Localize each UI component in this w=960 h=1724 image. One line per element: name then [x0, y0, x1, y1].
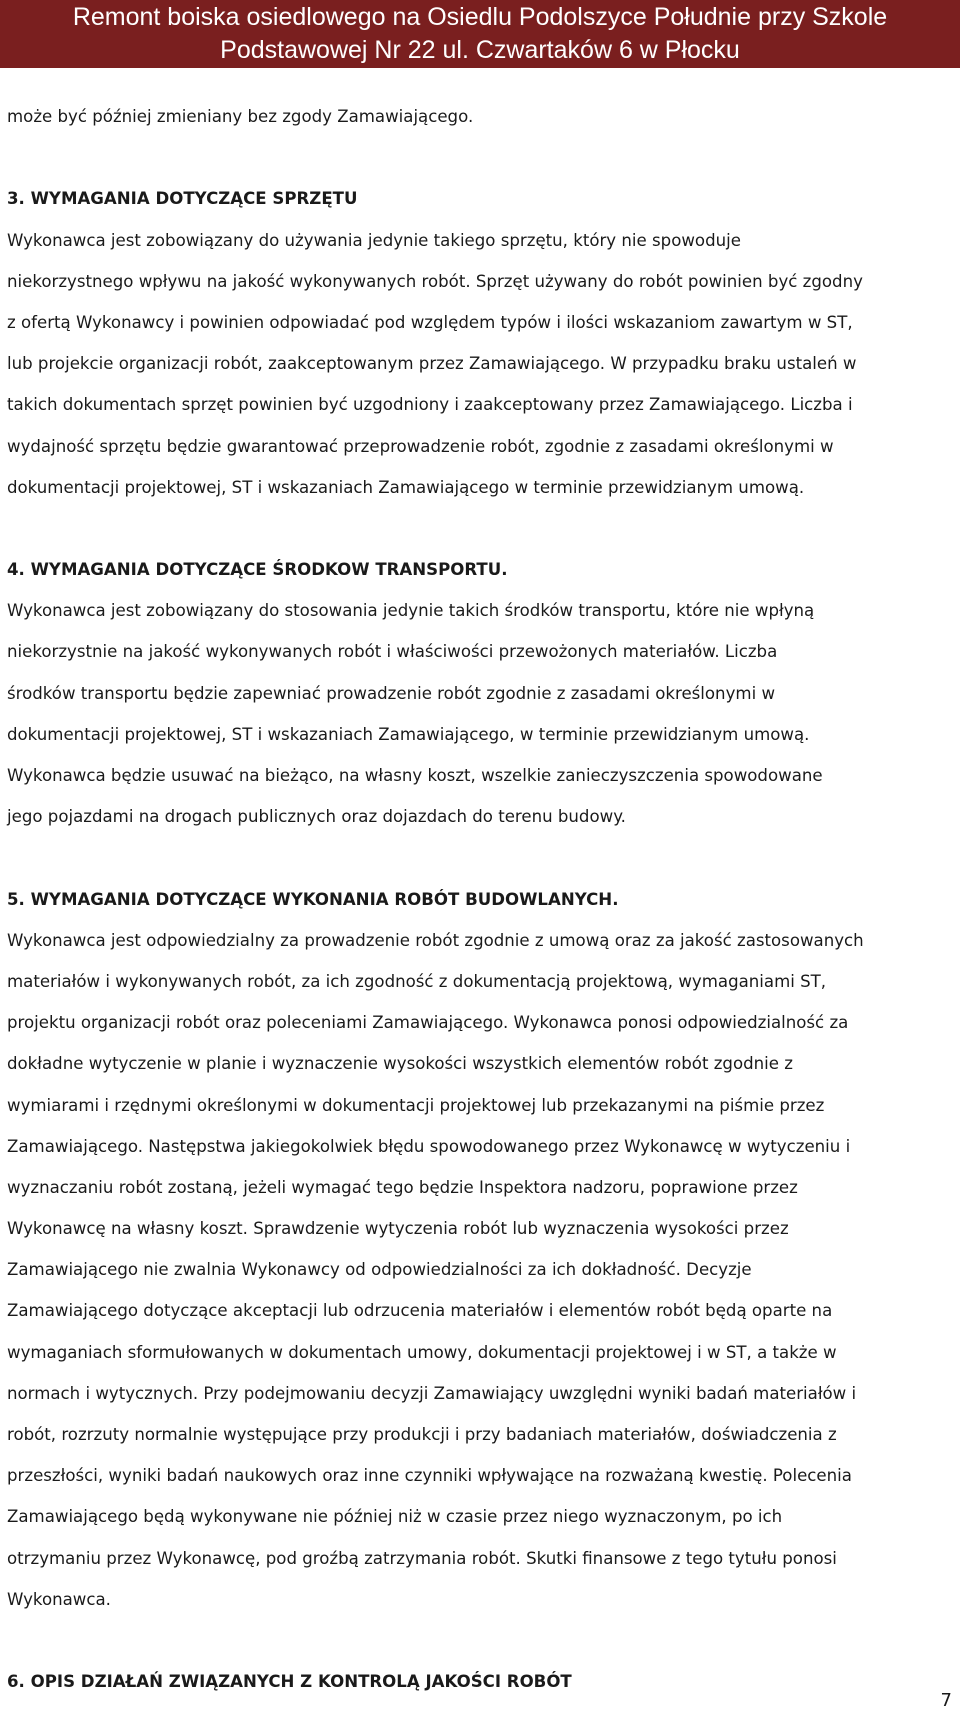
paragraph-line: Zamawiającego. Następstwa jakiegokolwiek błędu spowodowanego przez Wykonawcę w wytyczeniu i	[7, 1136, 851, 1156]
paragraph-line: takich dokumentach sprzęt powinien być uzgodniony i zaakceptowany przez Zamawiającego. Liczba i	[7, 395, 853, 415]
paragraph-line: Wykonawca jest zobowiązany do używania jedynie takiego sprzętu, który nie spowoduje	[7, 230, 741, 250]
document-body	[7, 96, 951, 1702]
paragraph-line: przeszłości, wyniki badań naukowych oraz inne czynniki wpływające na rozważaną kwestię. Polecenia	[7, 1466, 852, 1486]
paragraph-line: wymiarami i rzędnymi określonymi w dokumentacji projektowej lub przekazanymi na piśmie przez	[7, 1095, 825, 1115]
paragraph-line: dokumentacji projektowej, ST i wskazaniach Zamawiającego w terminie przewidzianym umową.	[7, 477, 805, 497]
paragraph-line: dokładne wytyczenie w planie i wyznaczenie wysokości wszystkich elementów robót zgodnie z	[7, 1054, 793, 1074]
paragraph-line: Zamawiającego nie zwalnia Wykonawcy od odpowiedzialności za ich dokładność. Decyzje	[7, 1260, 752, 1280]
paragraph-line: Wykonawcę na własny koszt. Sprawdzenie wytyczenia robót lub wyznaczenia wysokości przez	[7, 1219, 789, 1239]
paragraph-line: lub projekcie organizacji robót, zaakceptowanym przez Zamawiającego. W przypadku braku ustaleń w	[7, 354, 857, 374]
paragraph-line: jego pojazdami na drogach publicznych oraz dojazdach do terenu budowy.	[7, 807, 626, 827]
paragraph-line: Zamawiającego będą wykonywane nie później niż w czasie przez niego wyznaczonym, po ich	[7, 1507, 783, 1527]
section-4-body	[7, 590, 951, 837]
section-6-heading: 6. OPIS DZIAŁAŃ ZWIĄZANYCH Z KONTROLĄ JAKOŚCI ROBÓT	[7, 1672, 572, 1692]
paragraph-line: otrzymaniu przez Wykonawcę, pod groźbą zatrzymania robót. Skutki finansowe z tego tytułu ponosi	[7, 1548, 837, 1568]
section-3-heading: 3. WYMAGANIA DOTYCZĄCE SPRZĘTU	[7, 189, 358, 209]
paragraph-line: niekorzystnie na jakość wykonywanych robót i właściwości przewożonych materiałów. Liczba	[7, 642, 778, 662]
section-5-body	[7, 920, 951, 1620]
paragraph-line: normach i wytycznych. Przy podejmowaniu decyzji Zamawiający uwzględni wyniki badań materiałów i	[7, 1383, 857, 1403]
paragraph-line: robót, rozrzuty normalnie występujące przy produkcji i przy badaniach materiałów, doświadczenia z	[7, 1425, 837, 1444]
paragraph-line: Zamawiającego dotyczące akceptacji lub odrzucenia materiałów i elementów robót będą oparte na	[7, 1301, 833, 1321]
paragraph-line: niekorzystnego wpływu na jakość wykonywanych robót. Sprzęt używany do robót powinien być zgodny	[7, 271, 863, 291]
intro-line: może być później zmieniany bez zgody Zamawiającego.	[7, 107, 474, 126]
section-5-heading: 5. WYMAGANIA DOTYCZĄCE WYKONANIA ROBÓT BUDOWLANYCH.	[7, 889, 619, 909]
paragraph-line: Wykonawca jest zobowiązany do stosowania jedynie takich środków transportu, które nie wpłyną	[7, 601, 815, 621]
paragraph-line: materiałów i wykonywanych robót, za ich zgodność z dokumentacją projektową, wymaganiami ST,	[7, 971, 827, 991]
section-4-heading: 4. WYMAGANIA DOTYCZĄCE ŚRODKOW TRANSPORTU.	[7, 560, 508, 580]
header-title-line-1: Remont boiska osiedlowego na Osiedlu Podolszyce Południe przy Szkole	[72, 3, 888, 31]
paragraph-line: Wykonawca będzie usuwać na bieżąco, na własny koszt, wszelkie zanieczyszczenia spowodowane	[7, 766, 823, 785]
paragraph-line: Wykonawca jest odpowiedzialny za prowadzenie robót zgodnie z umową oraz za jakość zastosowanych	[7, 930, 864, 950]
paragraph-line: wyznaczaniu robót zostaną, jeżeli wymagać tego będzie Inspektora nadzoru, poprawione przez	[7, 1177, 798, 1197]
page-header	[0, 0, 960, 68]
paragraph-line: projektu organizacji robót oraz poleceniami Zamawiającego. Wykonawca ponosi odpowiedzialność za	[7, 1013, 849, 1033]
paragraph-line: środków transportu będzie zapewniać prowadzenie robót zgodnie z zasadami określonymi w	[7, 683, 776, 703]
paragraph-line: wydajność sprzętu będzie gwarantować przeprowadzenie robót, zgodnie z zasadami określonymi w	[7, 436, 834, 456]
section-3-body	[7, 220, 951, 508]
paragraph-line: z ofertą Wykonawcy i powinien odpowiadać pod względem typów i ilości wskazaniom zawartym w ST,	[7, 312, 853, 332]
paragraph-line: wymaganiach sformułowanych w dokumentach umowy, dokumentacji projektowej i w ST, a także w	[7, 1342, 837, 1362]
page-number: 7	[940, 1690, 952, 1711]
paragraph-line: Wykonawca.	[7, 1589, 111, 1609]
paragraph-line: dokumentacji projektowej, ST i wskazaniach Zamawiającego, w terminie przewidzianym umową.	[7, 724, 810, 744]
header-title-line-2: Podstawowej Nr 22 ul. Czwartaków 6 w Płocku	[220, 36, 740, 64]
